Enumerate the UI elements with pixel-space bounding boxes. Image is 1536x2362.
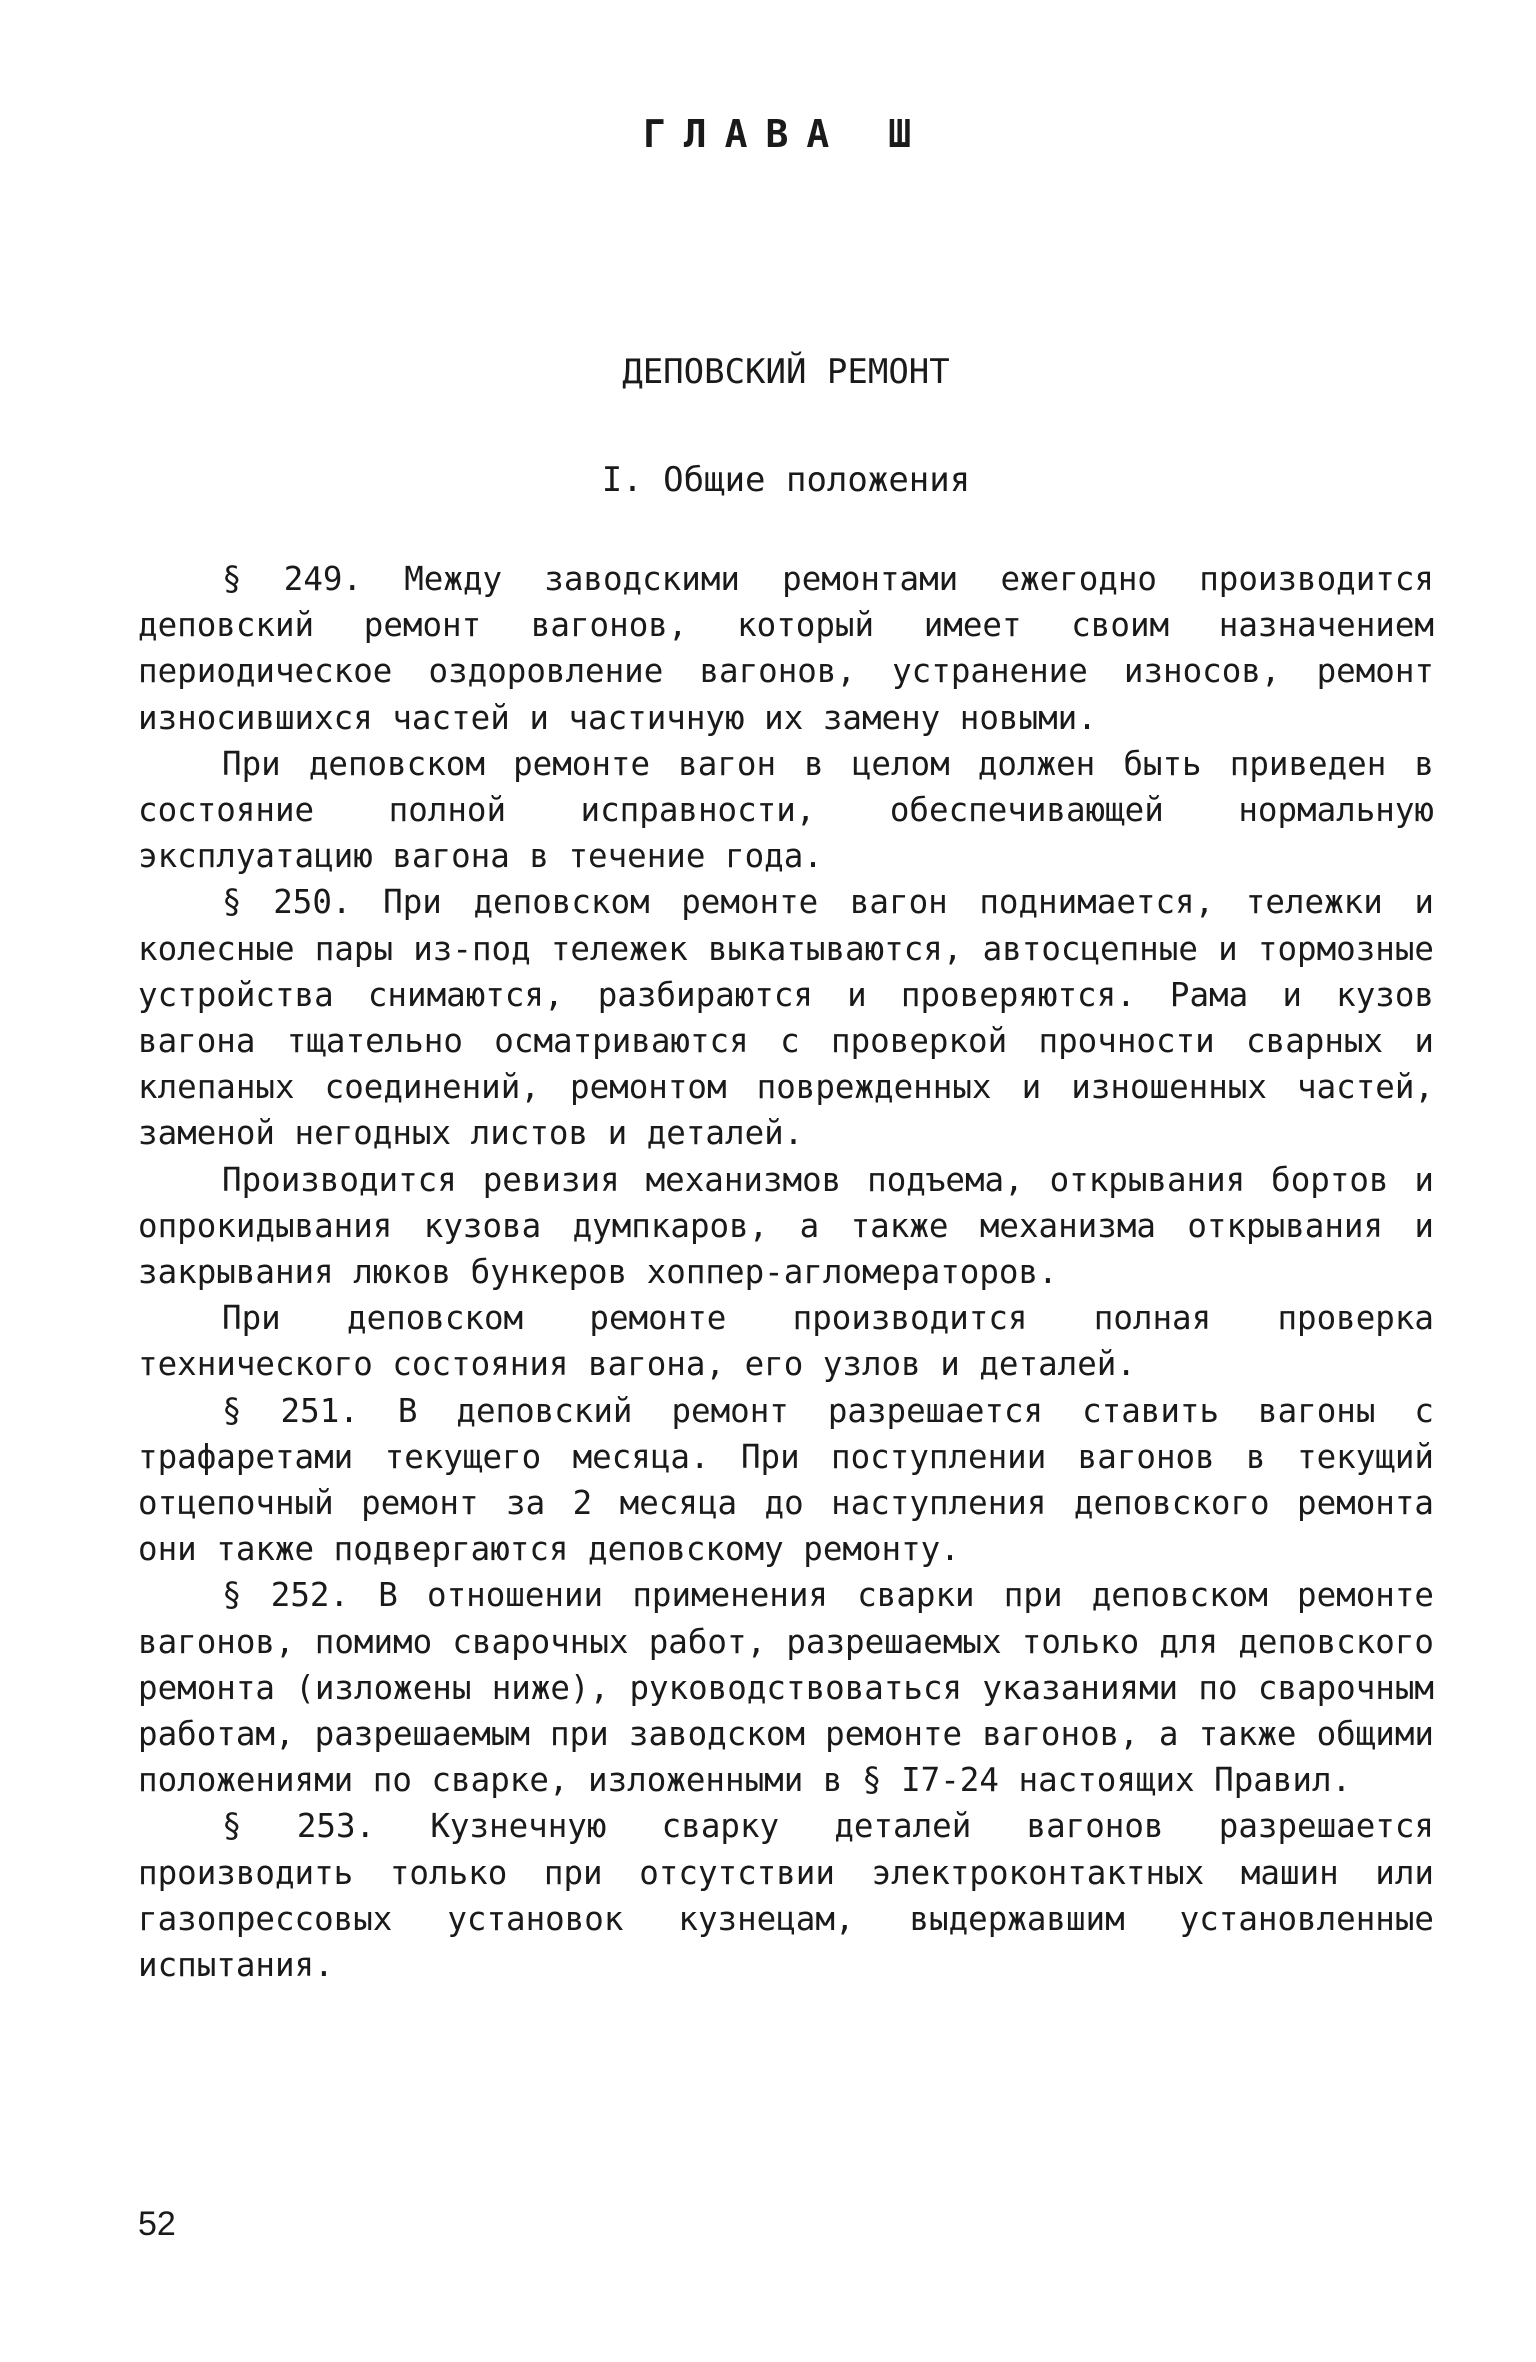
paragraph-250-check: При деповском ремонте производится полная проверка технического состояния вагона, его узлов и деталей. (138, 1299, 1434, 1384)
paragraph-252: § 252. В отношении применения сварки при деповском ремонте вагонов, помимо сварочных работ, разрешаемых только для деповского ремонта (изложены ниже), руководствоваться указаниями по сварочным работам, разрешаемым при заводском ремонте вагонов, а также общими положениями по сварке, изложенными в § I7-24 настоящих Правил. (138, 1576, 1434, 1800)
chapter-heading: ГЛАВА Ш (642, 112, 930, 156)
paragraph-250: § 250. При деповском ремонте вагон поднимается, тележки и колесные пары из-под тележек выкатываются, автосцепные и тормозные устройства снимаются, разбираются и проверяются. Рама и кузов вагона тщательно осматриваются с проверкой прочности сварных и клепаных соединений, ремонтом поврежденных и изношенных частей, заменой негодных листов и деталей. (138, 883, 1434, 1153)
section-title: ДЕПОВСКИЙ РЕМОНТ (622, 352, 950, 392)
body-text (138, 556, 1434, 1988)
paragraph-250-revision: Производится ревизия механизмов подъема, открывания бортов и опрокидывания кузова думпкаров, а также механизма открывания и закрывания люков бункеров хоппер-агломераторов. (138, 1160, 1434, 1292)
paragraph-249: § 249. Между заводскими ремонтами ежегодно производится деповский ремонт вагонов, который имеет своим назначением периодическое оздоровление вагонов, устранение износов, ремонт износившихся частей и частичную их замену новыми. (138, 560, 1434, 737)
paragraph-249-cont: При деповском ремонте вагон в целом должен быть приведен в состояние полной исправности, обеспечивающей нормальную эксплуатацию вагона в течение года. (138, 744, 1434, 876)
document-page (138, 0, 1434, 2362)
paragraph-251: § 251. В деповский ремонт разрешается ставить вагоны с трафаретами текущего месяца. При поступлении вагонов в текущий отцепочный ремонт за 2 месяца до наступления деповского ремонта они также подвергаются деповскому ремонту. (138, 1391, 1434, 1569)
page-number: 52 (138, 2205, 176, 2243)
paragraph-253: § 253. Кузнечную сварку деталей вагонов разрешается производить только при отсутствии электроконтактных машин или газопрессовых установок кузнецам, выдержавшим установленные испытания. (138, 1807, 1434, 1985)
section-subtitle: I. Общие положения (601, 460, 971, 500)
